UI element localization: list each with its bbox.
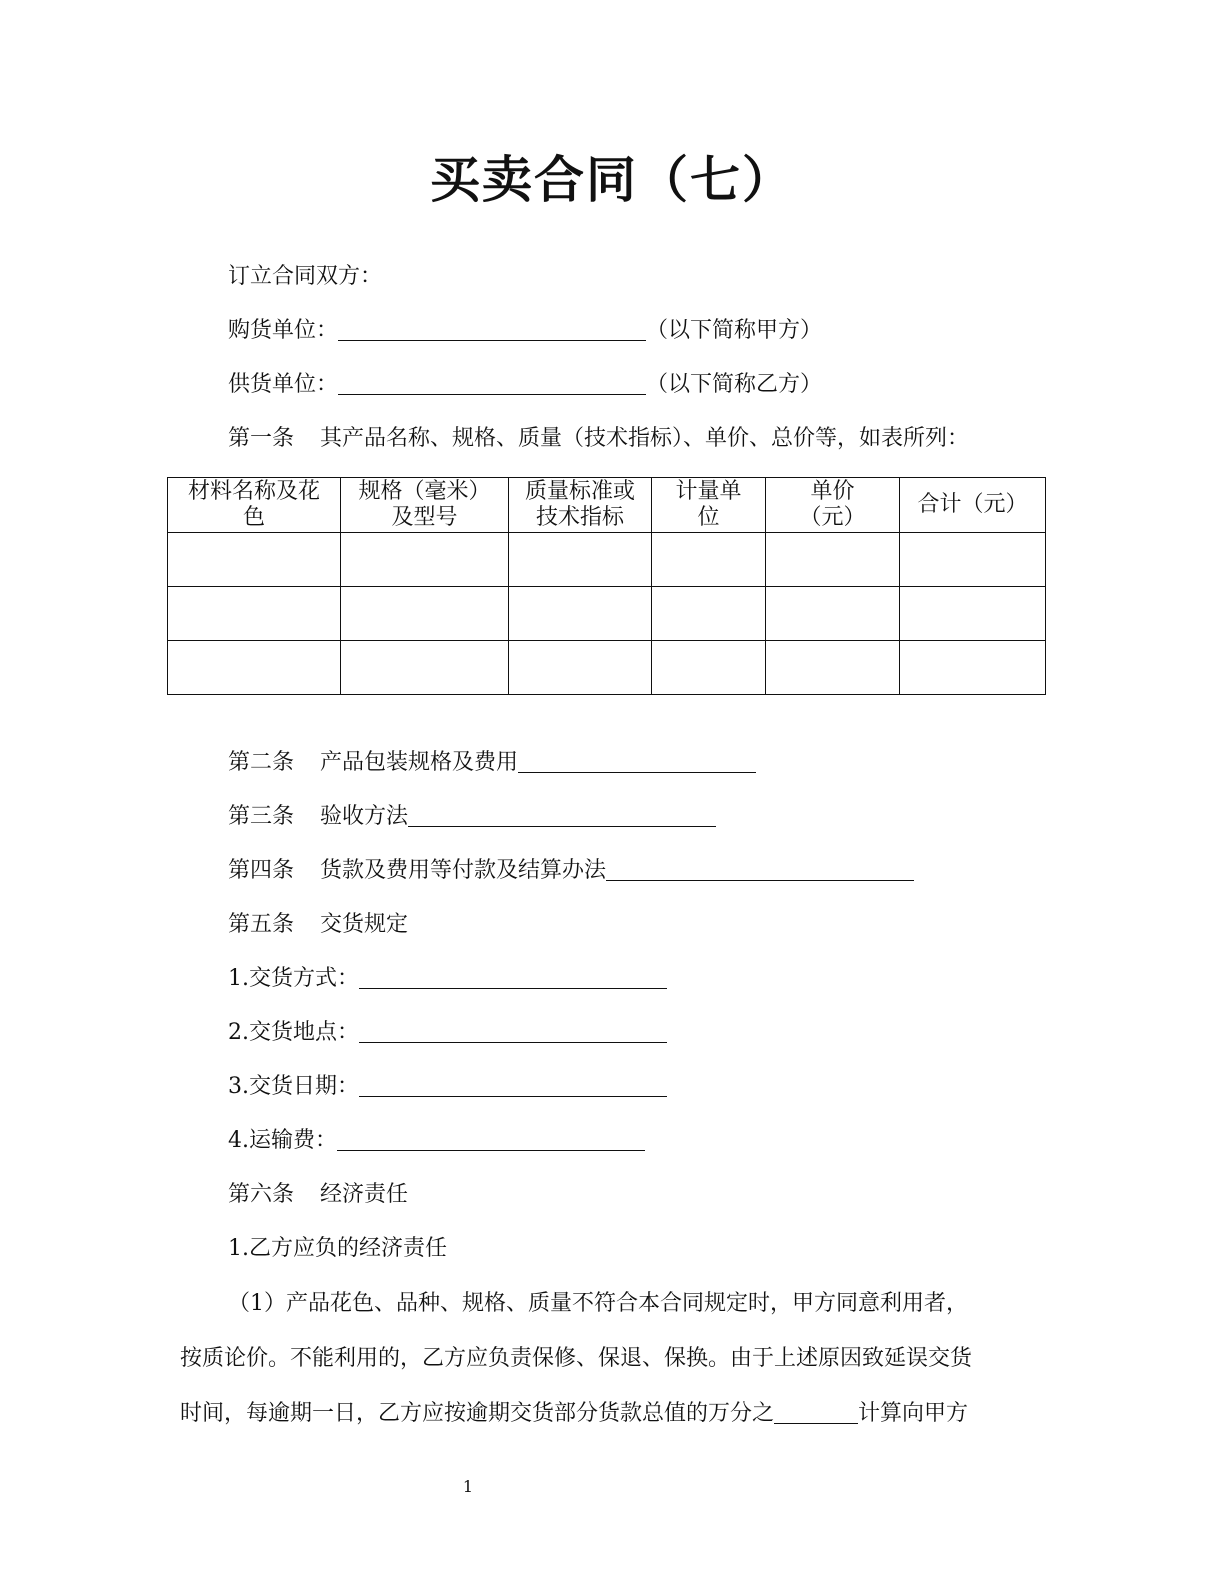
table-cell[interactable] xyxy=(652,641,766,695)
clause-1-line-3-text: 时间，每逾期一日，乙方应按逾期交货部分货款总值的万分之 xyxy=(180,1401,775,1426)
article-2-text: 产品包装规格及费用 xyxy=(320,750,519,775)
article-2 xyxy=(228,748,756,778)
delivery-method-blank[interactable] xyxy=(359,966,667,989)
table-cell[interactable] xyxy=(900,587,1046,641)
delivery-date-label: 3.交货日期： xyxy=(228,1074,359,1099)
table-cell[interactable] xyxy=(168,533,341,587)
header-spec-model: 规格（毫米） 及型号 xyxy=(341,478,509,533)
article-6-number: 第六条 xyxy=(228,1182,295,1207)
table-row xyxy=(168,533,1046,587)
header-unit-price: 单价 （元） xyxy=(766,478,900,533)
header-material-name: 材料名称及花 色 xyxy=(168,478,341,533)
table-cell[interactable] xyxy=(341,533,509,587)
clause-1-line-3-tail: 计算向甲方 xyxy=(858,1401,969,1426)
freight-label: 4.运输费： xyxy=(228,1128,337,1153)
table-cell[interactable] xyxy=(652,587,766,641)
header-quality-standard: 质量标准或 技术指标 xyxy=(509,478,652,533)
document-title: 买卖合同（七） xyxy=(430,151,794,209)
seller-label: 供货单位： xyxy=(228,372,339,397)
buyer-blank[interactable] xyxy=(338,318,646,341)
article-5 xyxy=(228,910,408,940)
page-number: 1 xyxy=(462,1477,474,1496)
table-header-row xyxy=(168,478,1046,533)
table-cell[interactable] xyxy=(509,587,652,641)
clause-1-line-3 xyxy=(180,1399,968,1429)
table-cell[interactable] xyxy=(341,641,509,695)
freight-line xyxy=(228,1126,645,1156)
delivery-date-line xyxy=(228,1072,667,1102)
article-1-text: 其产品名称、规格、质量（技术指标）、单价、总价等，如表所列： xyxy=(320,426,970,451)
delivery-place-line xyxy=(228,1018,667,1048)
article-6 xyxy=(228,1180,408,1210)
table-cell[interactable] xyxy=(766,641,900,695)
table-cell[interactable] xyxy=(900,641,1046,695)
inspection-blank[interactable] xyxy=(408,804,716,827)
article-3 xyxy=(228,802,716,832)
delivery-method-line xyxy=(228,964,667,994)
buyer-label: 购货单位： xyxy=(228,318,339,343)
article-3-text: 验收方法 xyxy=(320,804,409,829)
packaging-blank[interactable] xyxy=(518,750,756,773)
table-cell[interactable] xyxy=(766,533,900,587)
delivery-place-blank[interactable] xyxy=(359,1020,667,1043)
payment-blank[interactable] xyxy=(606,858,914,881)
clause-1-line-2: 按质论价。不能利用的，乙方应负责保修、保退、保换。由于上述原因致延误交货 xyxy=(180,1346,973,1371)
buyer-line xyxy=(228,316,822,346)
delivery-method-label: 1.交货方式： xyxy=(228,966,359,991)
contract-parties-intro: 订立合同双方： xyxy=(228,264,383,289)
article-5-text: 交货规定 xyxy=(320,912,409,937)
article-1 xyxy=(228,424,969,454)
table-cell[interactable] xyxy=(509,641,652,695)
product-table xyxy=(167,477,1046,695)
table-cell[interactable] xyxy=(766,587,900,641)
table-cell[interactable] xyxy=(652,533,766,587)
seller-blank[interactable] xyxy=(338,372,646,395)
article-3-number: 第三条 xyxy=(228,804,295,829)
article-1-number: 第一条 xyxy=(228,426,295,451)
freight-blank[interactable] xyxy=(337,1128,645,1151)
penalty-rate-blank[interactable] xyxy=(774,1401,858,1424)
seller-suffix: （以下简称乙方） xyxy=(646,372,823,397)
table-cell[interactable] xyxy=(168,587,341,641)
article-4-text: 货款及费用等付款及结算办法 xyxy=(320,858,607,883)
header-total: 合计（元） xyxy=(900,478,1046,533)
seller-liability-heading: 1.乙方应负的经济责任 xyxy=(228,1236,447,1261)
table-row xyxy=(168,641,1046,695)
article-5-number: 第五条 xyxy=(228,912,295,937)
article-2-number: 第二条 xyxy=(228,750,295,775)
seller-line xyxy=(228,370,822,400)
delivery-place-label: 2.交货地点： xyxy=(228,1020,359,1045)
article-4-number: 第四条 xyxy=(228,858,295,883)
table-row xyxy=(168,587,1046,641)
table-cell[interactable] xyxy=(509,533,652,587)
delivery-date-blank[interactable] xyxy=(359,1074,667,1097)
buyer-suffix: （以下简称甲方） xyxy=(646,318,823,343)
header-unit: 计量单 位 xyxy=(652,478,766,533)
article-6-text: 经济责任 xyxy=(320,1182,409,1207)
article-4 xyxy=(228,856,914,886)
table-cell[interactable] xyxy=(168,641,341,695)
table-cell[interactable] xyxy=(341,587,509,641)
table-cell[interactable] xyxy=(900,533,1046,587)
clause-1-line-1: （1）产品花色、品种、规格、质量不符合本合同规定时，甲方同意利用者， xyxy=(228,1291,968,1316)
